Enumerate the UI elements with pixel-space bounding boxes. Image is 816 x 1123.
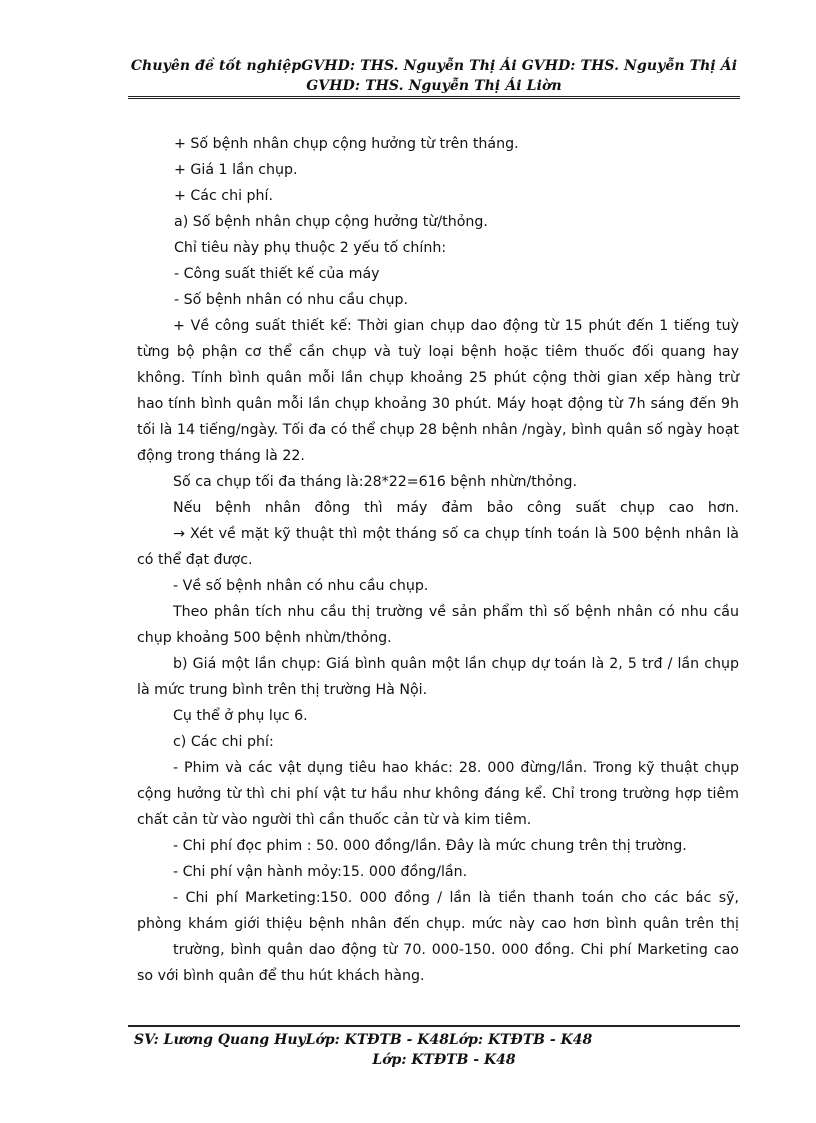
paragraph-line: là mức trung bình trên thị trường Hà Nội. bbox=[137, 682, 428, 698]
paragraph-line: c) Các chi phí: bbox=[173, 734, 274, 750]
paragraph-line: từng bộ phận cơ thể cần chụp và tuỳ loại bệnh hoặc tiêm thuốc đối quang hay bbox=[137, 344, 739, 360]
paragraph-line: b) Giá một lần chụp: Giá bình quân một lần chụp dự toán là 2, 5 trđ / lần chụp bbox=[173, 656, 739, 672]
paragraph-line: phòng khám giới thiệu bệnh nhân đến chụp. mức này cao hơn bình quân trên thị bbox=[137, 916, 739, 932]
footer-rule bbox=[128, 1025, 740, 1027]
paragraph-line: tối là 14 tiếng/ngày. Tối đa có thể chụp 28 bệnh nhân /ngày, bình quân số ngày hoạt bbox=[137, 422, 739, 438]
paragraph-line: + Các chi phí. bbox=[174, 188, 274, 204]
paragraph-line: chụp khoảng 500 bệnh nhừn/thỏng. bbox=[137, 630, 392, 646]
paragraph-line: cộng hưởng từ thì chi phí vật tư hầu như không đáng kể. Chỉ trong trường hợp tiêm bbox=[137, 786, 739, 802]
paragraph-line: + Số bệnh nhân chụp cộng hưởng từ trên tháng. bbox=[174, 136, 519, 152]
paragraph-line: + Về công suất thiết kế: Thời gian chụp dao động từ 15 phút đến 1 tiếng tuỳ bbox=[173, 318, 739, 334]
header-line-2: GVHD: THS. Nguyễn Thị Ái Liờn bbox=[306, 78, 562, 94]
paragraph-line: trường, bình quân dao động từ 70. 000-150. 000 đồng. Chi phí Marketing cao bbox=[173, 942, 739, 958]
paragraph-line: có thể đạt được. bbox=[137, 552, 253, 568]
page-footer bbox=[128, 1030, 740, 1070]
footer-line-1: SV: Lương Quang HuyLớp: KTĐTB - K48Lớp: KTĐTB - K48 bbox=[134, 1032, 593, 1048]
paragraph-line: Chỉ tiêu này phụ thuộc 2 yếu tố chính: bbox=[174, 240, 447, 256]
paragraph-line: a) Số bệnh nhân chụp cộng hưởng từ/thỏng. bbox=[174, 214, 488, 230]
paragraph-line: động trong tháng là 22. bbox=[137, 448, 305, 464]
document-body bbox=[137, 131, 739, 989]
paragraph-line bbox=[137, 521, 739, 547]
paragraph-line: Cụ thể ở phụ lục 6. bbox=[173, 708, 308, 724]
paragraph-line: - Chi phí đọc phim : 50. 000 đồng/lần. Đây là mức chung trên thị trường. bbox=[173, 838, 687, 854]
header-rule bbox=[128, 96, 740, 99]
page-header bbox=[128, 56, 740, 96]
arrow-right-icon: → bbox=[173, 526, 185, 542]
paragraph-line: - Số bệnh nhân có nhu cầu chụp. bbox=[174, 292, 409, 308]
paragraph-line: chất cản từ vào người thì cần thuốc cản từ và kim tiêm. bbox=[137, 812, 532, 828]
paragraph-line: - Về số bệnh nhân có nhu cầu chụp. bbox=[173, 578, 429, 594]
paragraph-line: + Giá 1 lần chụp. bbox=[174, 162, 298, 178]
paragraph-text: Xét về mặt kỹ thuật thì một tháng số ca chụp tính toán là 500 bệnh nhân là bbox=[184, 526, 739, 542]
paragraph-line: hao tính bình quân mỗi lần chụp khoảng 30 phút. Máy hoạt động từ 7h sáng đến 9h bbox=[137, 396, 739, 412]
footer-line-2: Lớp: KTĐTB - K48 bbox=[372, 1052, 516, 1068]
paragraph-line: - Chi phí Marketing:150. 000 đồng / lần là tiền thanh toán cho các bác sỹ, bbox=[173, 890, 739, 906]
paragraph-line: Nếu bệnh nhân đông thì máy đảm bảo công suất chụp cao hơn. bbox=[173, 500, 739, 516]
paragraph-line: Số ca chụp tối đa tháng là:28*22=616 bệnh nhừn/thỏng. bbox=[173, 474, 577, 490]
paragraph-line: không. Tính bình quân mỗi lần chụp khoảng 25 phút cộng thời gian xếp hàng trừ bbox=[137, 370, 739, 386]
paragraph-line: - Công suất thiết kế của máy bbox=[174, 266, 380, 282]
paragraph-line: so với bình quân để thu hút khách hàng. bbox=[137, 968, 425, 984]
paragraph-line: - Phim và các vật dụng tiêu hao khác: 28. 000 đừng/lần. Trong kỹ thuật chụp bbox=[173, 760, 739, 776]
header-line-1: Chuyên đề tốt nghiệpGVHD: THS. Nguyễn Thị Ái GVHD: THS. Nguyễn Thị Ái bbox=[130, 58, 738, 74]
paragraph-line: Theo phân tích nhu cầu thị trường về sản phẩm thì số bệnh nhân có nhu cầu bbox=[173, 604, 739, 620]
paragraph-line: - Chi phí vận hành mỏy:15. 000 đồng/lần. bbox=[173, 864, 468, 880]
